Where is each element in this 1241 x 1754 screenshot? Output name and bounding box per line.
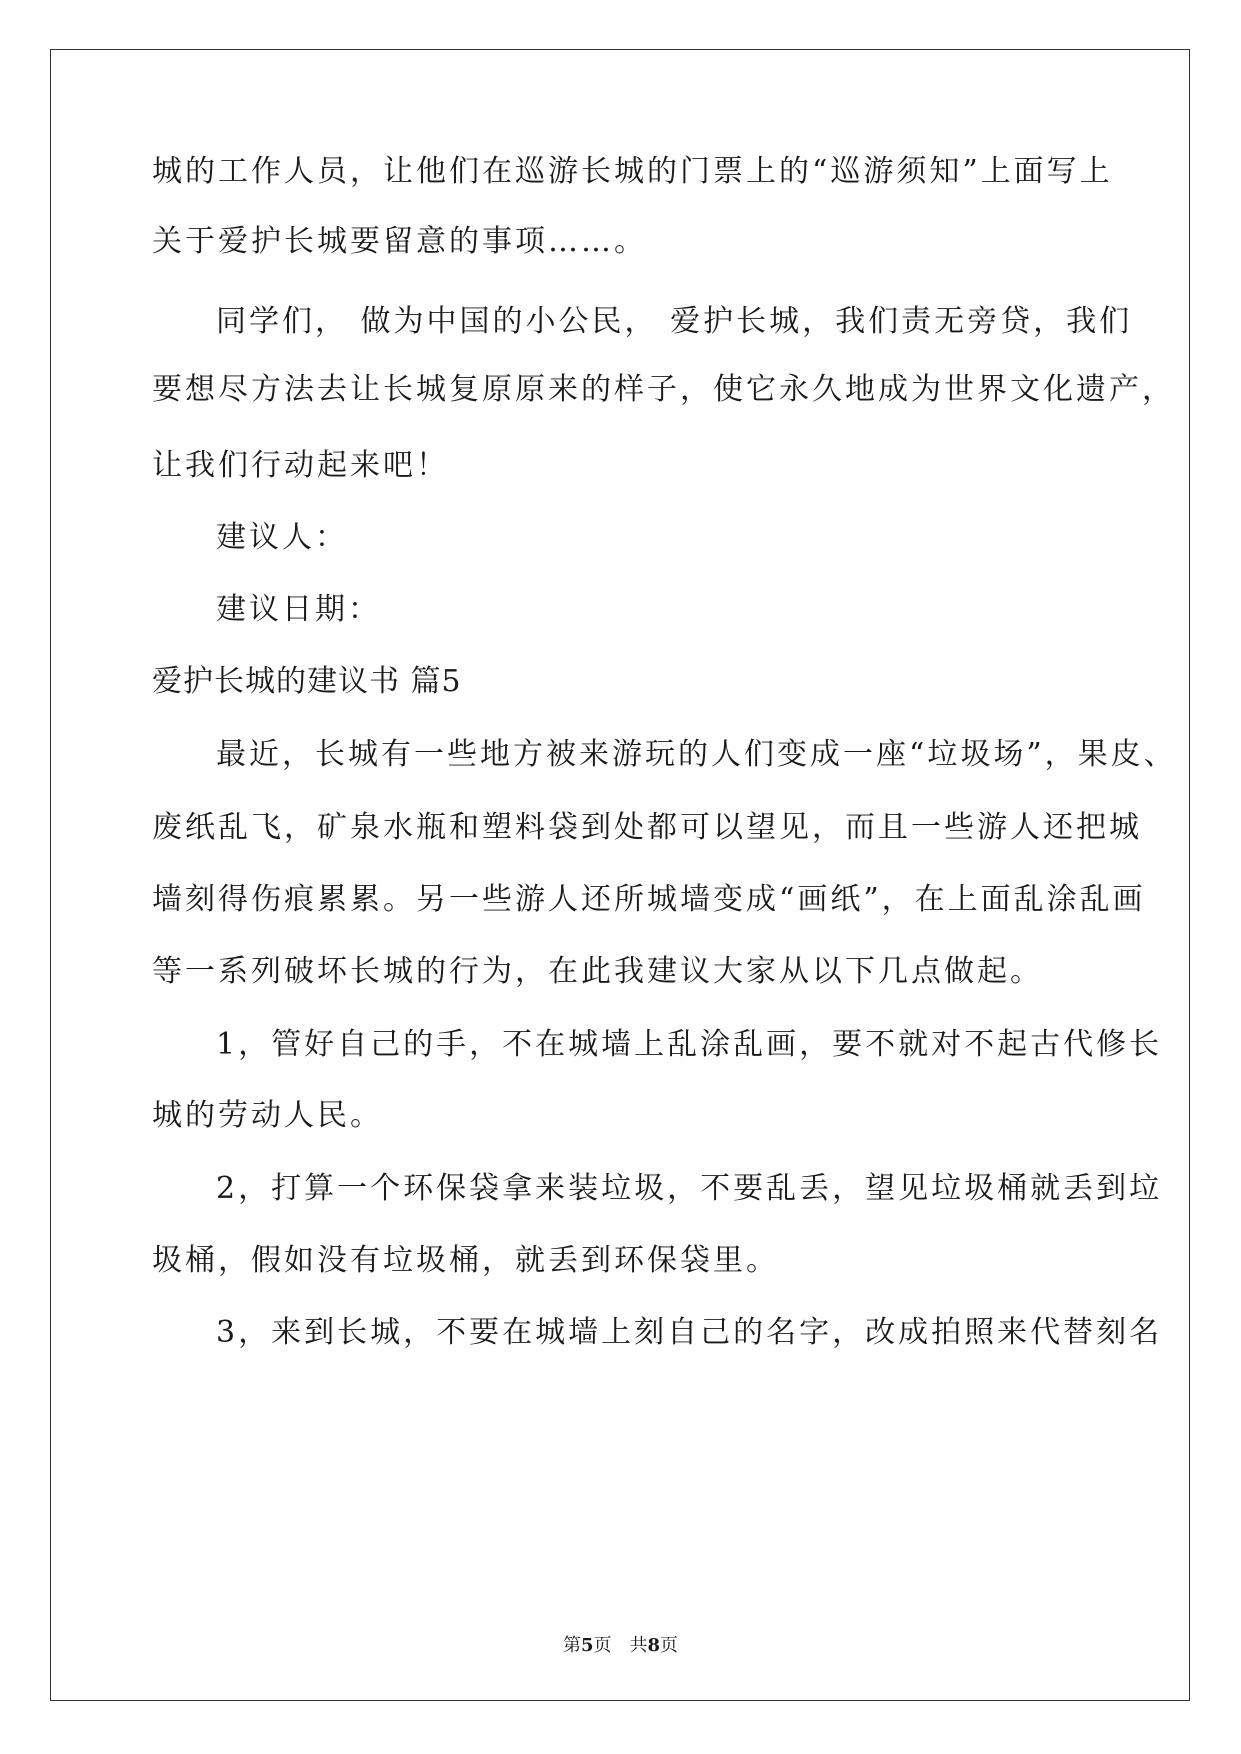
body-line-1: 城的工作人员，让他们在巡游长城的门票上的“巡游须知”上面写上 [152,154,1113,189]
signer-label: 建议人： [216,520,348,555]
section-heading: 爱护长城的建议书 篇5 [152,664,462,699]
date-label: 建议日期： [216,592,381,627]
body-line-5: 让我们行动起来吧！ [152,448,449,483]
list-item-1-line-1: 1，管好自己的手，不在城墙上乱涂乱画，要不就对不起古代修长 [216,1027,1163,1062]
list-item-2-line-1: 2，打算一个环保袋拿来装垃圾，不要乱丢，望见垃圾桶就丢到垃 [216,1171,1163,1206]
footer-mid: 页 共 [593,1635,648,1656]
current-page-number: 5 [580,1635,594,1656]
list-item-3-line-1: 3，来到长城，不要在城墙上刻自己的名字，改成拍照来代替刻名 [216,1315,1163,1350]
page-footer [0,1634,1241,1658]
body-line-8: 墙刻得伤痕累累。另一些游人还所城墙变成“画纸”，在上面乱涂乱画 [152,882,1146,917]
page-border [50,49,1190,1701]
total-page-number: 8 [647,1635,661,1656]
body-line-7: 废纸乱飞，矿泉水瓶和塑料袋到处都可以望见，而且一些游人还把城 [152,810,1142,845]
list-item-1-line-2: 城的劳动人民。 [152,1098,383,1133]
body-line-6: 最近，长城有一些地方被来游玩的人们变成一座“垃圾场”，果皮、 [216,737,1177,772]
list-item-2-line-2: 圾桶，假如没有垃圾桶，就丢到环保袋里。 [152,1243,779,1278]
footer-prefix: 第 [562,1635,581,1656]
footer-suffix: 页 [660,1635,679,1656]
body-line-2: 关于爱护长城要留意的事项……。 [152,224,647,259]
body-line-3: 同学们， 做为中国的小公民， 爱护长城，我们责无旁贷，我们 [216,304,1133,339]
body-line-4: 要想尽方法去让长城复原原来的样子，使它永久地成为世界文化遗产， [152,372,1175,407]
body-line-9: 等一系列破坏长城的行为，在此我建议大家从以下几点做起。 [152,954,1043,989]
